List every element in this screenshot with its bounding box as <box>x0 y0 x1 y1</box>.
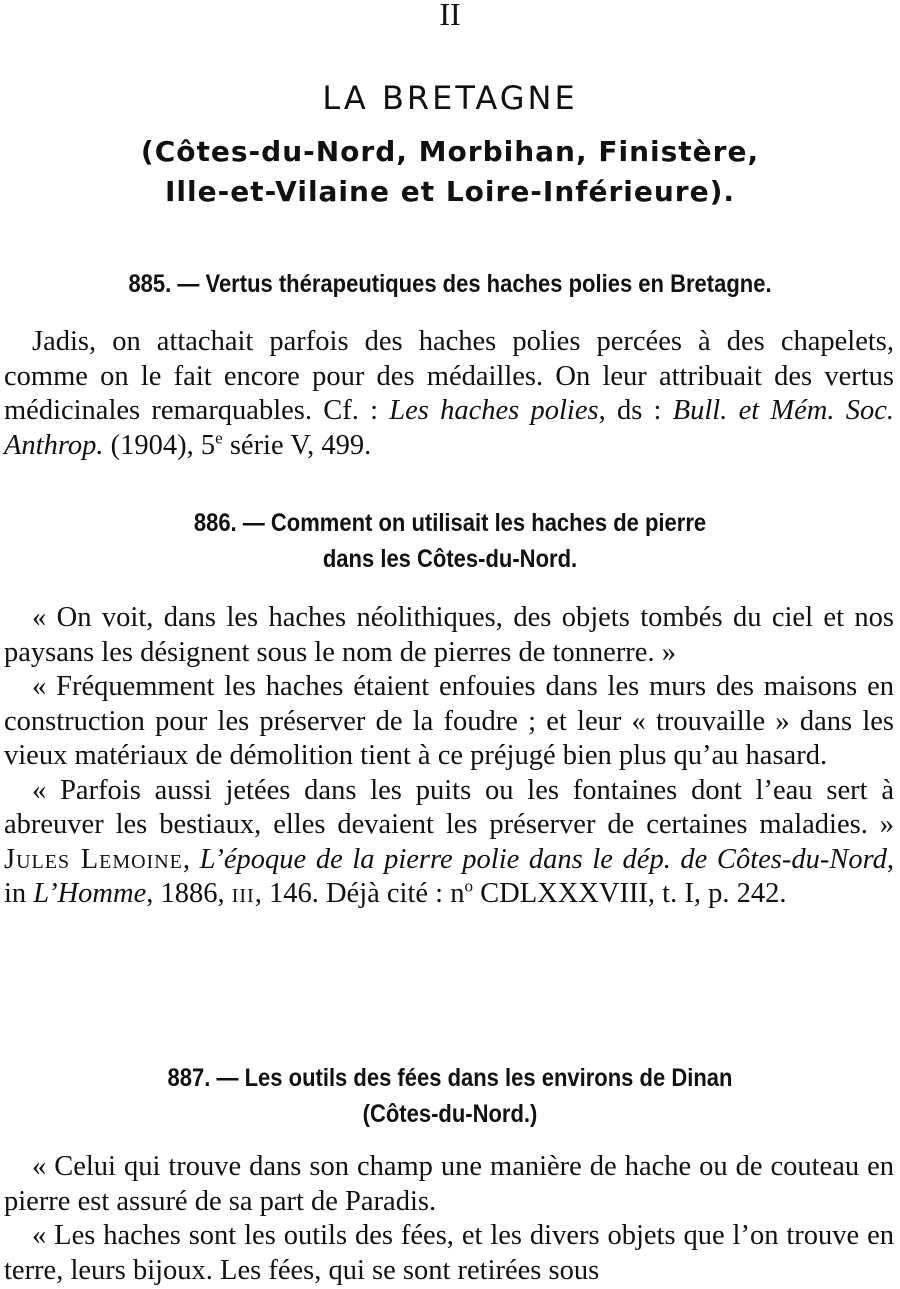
section-885-ref-journal: Bull. et Mém. Soc. Anthrop. <box>4 395 895 461</box>
section-886-journal: L’Homme <box>33 878 147 909</box>
section-886-page-ref: , 146. Déjà cité : n <box>254 878 465 909</box>
section-886-sep: , <box>182 843 200 875</box>
section-886-in: , in <box>4 843 895 909</box>
section-885-text-2: , ds : <box>598 395 673 426</box>
chapter-subtitle-line-2: Ille-et-Vilaine et Loire-Inférieure). <box>164 175 736 208</box>
section-886-quote: « Parfois aussi jetées dans les puits ou les fontaines dont l’eau sert à abreuver les bestiaux, elles devaient les préserver de certaines maladies. » <box>4 774 894 840</box>
section-886-heading-line-2: dans les Côtes-du-Nord. <box>322 545 578 573</box>
section-886-work-title: L’époque de la pierre polie dans le dép. de Côtes-du-Nord <box>199 843 887 875</box>
section-886-paragraph-1: « On voit, dans les haches néolithiques, des objets tombés du ciel et nos paysans les désignent sous le nom de pierres de tonnerre. » <box>4 602 894 668</box>
section-885-ref-title: Les haches polies <box>389 395 599 426</box>
section-886-body <box>4 601 894 912</box>
section-885-superscript: e <box>215 428 223 447</box>
section-887-paragraph-1: « Celui qui trouve dans son champ une manière de hache ou de couteau en pierre est assuré de sa part de Paradis. <box>4 1151 894 1217</box>
section-885-text-4: série V, 499. <box>222 429 372 461</box>
section-886-heading-line-1: 886. — Comment on utilisait les haches de pierre <box>193 509 707 537</box>
section-885-paragraph <box>4 325 894 463</box>
section-887-paragraph-2: « Les haches sont les outils des fées, et les divers objets que l’on trouve en terre, leurs bijoux. Les fées, qui se sont retirées sous <box>4 1220 894 1286</box>
chapter-subtitle <box>60 132 840 212</box>
chapter-title: LA BRETAGNE <box>322 79 578 117</box>
section-887-heading-line-1: 887. — Les outils des fées dans les environs de Dinan <box>167 1064 733 1092</box>
section-886-author: Jules Lemoine <box>4 843 183 875</box>
section-887-body <box>4 1150 894 1288</box>
section-886-citation-end: CDLXXXVIII, t. I, p. 242. <box>473 878 787 909</box>
section-885-body <box>4 325 894 463</box>
section-886-paragraph-3 <box>4 774 894 912</box>
section-886-superscript: o <box>464 876 473 896</box>
section-887-heading-line-2: (Côtes-du-Nord.) <box>362 1100 538 1128</box>
chapter-subtitle-line-1: (Côtes-du-Nord, Morbihan, Finistère, <box>140 135 760 168</box>
section-885-text: Jadis, on attachait parfois des haches polies percées à des chapelets, comme on le fait encore pour des médailles. On leur attribuait des vertus médicinales remarquables. Cf. : <box>4 326 894 426</box>
section-886-paragraph-2: « Fréquemment les haches étaient enfouies dans les murs des maisons en construction pour les préserver de la foudre ; et leur « trouvaille » dans les vieux matériaux de démolition tient à ce préjugé bien plus qu’au hasard. <box>4 671 894 771</box>
section-886-volume: iii <box>231 878 255 909</box>
section-886-year: , 1886, <box>146 878 232 909</box>
page-number: II <box>439 0 461 32</box>
section-885-text-3: (1904), 5 <box>103 429 216 461</box>
section-885-heading: 885. — Vertus thérapeutiques des haches polies en Bretagne. <box>128 270 772 298</box>
